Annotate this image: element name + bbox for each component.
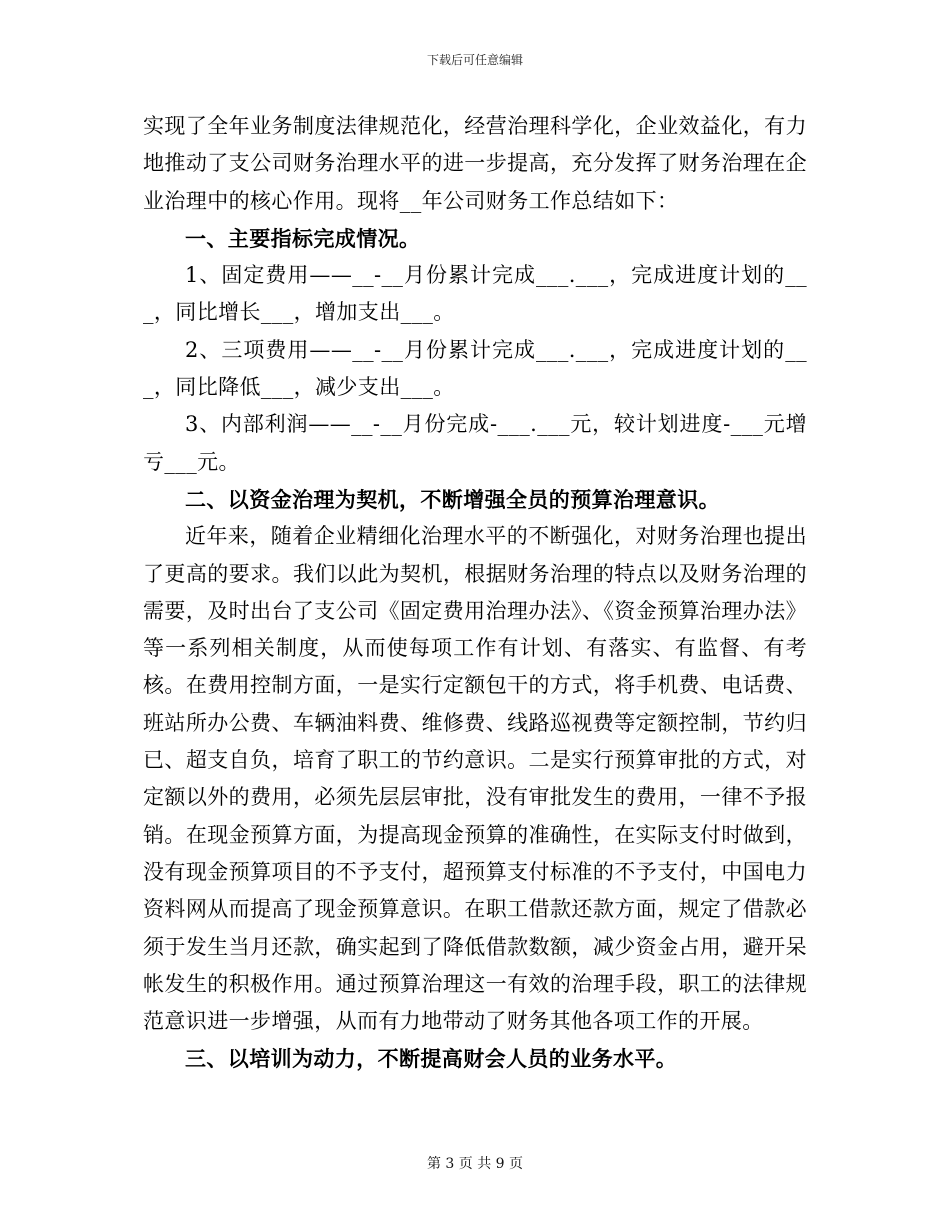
indicator-item-2: 2、三项费用——__-__月份累计完成___.___，完成进度计划的___，同比降低___，减少支出___。 <box>143 337 807 400</box>
section-heading-1: 一、主要指标完成情况。 <box>185 225 421 251</box>
intro-paragraph: 实现了全年业务制度法律规范化，经营治理科学化，企业效益化，有力地推动了支公司财务治理水平的进一步提高，充分发挥了财务治理在企业治理中的核心作用。现将__年公司财务工作总结如下： <box>143 114 807 213</box>
page-footer: 第 3 页 共 9 页 <box>426 1156 524 1172</box>
indicator-item-3: 3、内部利润——__-__月份完成-___.___元，较计划进度-___元增亏___元。 <box>143 412 807 474</box>
document-body <box>143 108 807 1078</box>
section-heading-3: 三、以培训为动力，不断提高财会人员的业务水平。 <box>185 1046 678 1072</box>
section-heading-2: 二、以资金治理为契机，不断增强全员的预算治理意识。 <box>185 486 720 512</box>
indicator-item-1: 1、固定费用——__-__月份累计完成___.___，完成进度计划的___，同比增长___，增加支出___。 <box>143 263 807 325</box>
page-header: 下载后可任意编辑 <box>426 53 523 67</box>
body-paragraph: 近年来，随着企业精细化治理水平的不断强化，对财务治理也提出了更高的要求。我们以此为契机，根据财务治理的特点以及财务治理的需要，及时出台了支公司《固定费用治理办法》、《资金预算治理办法》等一系列相关制度，从而使每项工作有计划、有落实、有监督、有考核。在费用控制方面，一是实行定额包干的方式，将手机费、电话费、班站所办公费、车辆油料费、维修费、线路巡视费等定额控制，节约归已、超支自负，培育了职工的节约意识。二是实行预算审批的方式，对定额以外的费用，必须先层层审批，没有审批发生的费用，一律不予报销。在现金预算方面，为提高现金预算的准确性，在实际支付时做到，没有现金预算项目的不予支付，超预算支付标准的不予支付，中国电力资料网从而提高了现金预算意识。在职工借款还款方面，规定了借款必须于发生当月还款，确实起到了降低借款数额，减少资金占用，避开呆帐发生的积极作用。通过预算治理这一有效的治理手段，职工的法律规范意识进一步增强，从而有力地带动了财务其他各项工作的开展。 <box>143 524 807 1034</box>
